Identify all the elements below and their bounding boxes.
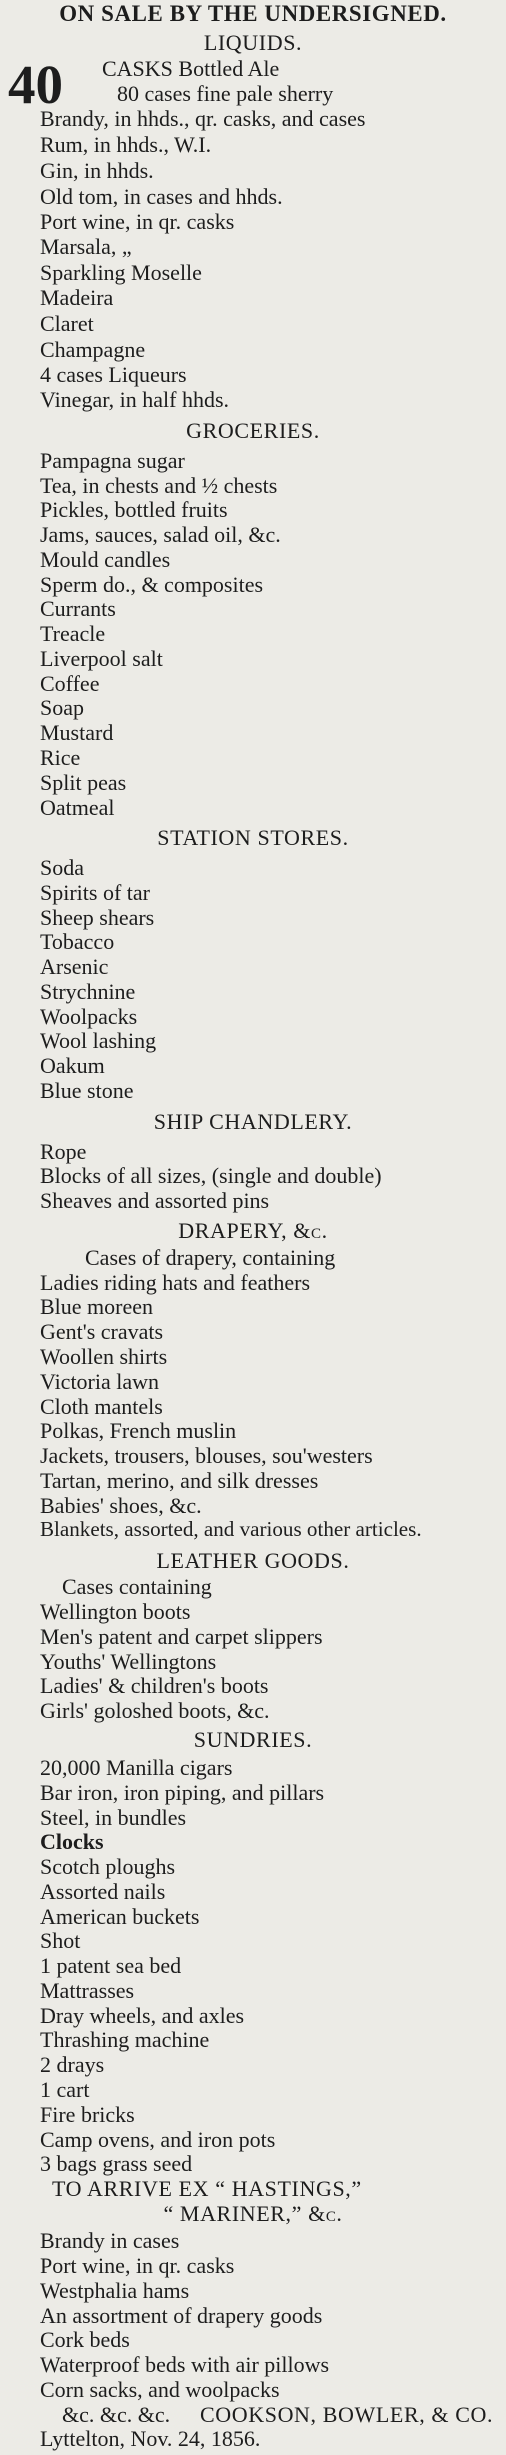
liquids-line: Marsala, „ [40,234,132,259]
liquids-line: Sparkling Moselle [40,259,202,285]
etc-line: &c. &c. &c. [62,2401,171,2427]
ad-header: ON SALE BY THE UNDERSIGNED. [59,1,447,26]
groceries-line: Jams, sauces, salad oil, &c. [40,522,281,548]
liquids-line: Champagne [40,336,146,362]
ship-chandlery-line: Blocks of all sizes, (single and double) [40,1163,382,1189]
sundries-line: 1 patent sea bed [40,1953,182,1979]
section-title-liquids: LIQUIDS. [203,30,303,56]
drapery-line: Polkas, French muslin [40,1418,237,1444]
drapery-intro: Cases of drapery, containing [85,1244,336,1270]
sundries-line: Shot [40,1928,81,1954]
station-stores-line: Oakum [40,1053,105,1079]
arrive-line: Brandy in cases [40,2228,180,2254]
merchant-signature: COOKSON, BOWLER, & CO. [200,2401,494,2427]
groceries-line: Soap [40,695,84,721]
liquids-line: Claret [40,311,94,337]
sundries-line: Scotch ploughs [40,1854,176,1880]
arrive-line: Port wine, in qr. casks [40,2253,235,2279]
sundries-line: Fire bricks [40,2101,135,2127]
groceries-line: Mustard [40,720,114,746]
station-stores-line: Wool lashing [40,1028,157,1054]
drapery-line: Gent's cravats [40,1319,164,1345]
liquids-line: Madeira [40,285,114,311]
groceries-line: Mould candles [40,546,171,572]
arrive-line: Cork beds [40,2327,130,2353]
drapery-line: Victoria lawn [40,1368,160,1394]
arrive-subheading: “ MARINER,” &c. [163,2200,343,2226]
arrive-line: Corn sacks, and woolpacks [40,2376,280,2402]
station-stores-line: Spirits of tar [40,879,150,905]
leather-goods-line: Wellington boots [40,1599,191,1625]
groceries-line: Coffee [40,670,100,696]
leather-goods-line: Men's patent and carpet slippers [40,1623,323,1649]
sundries-line: 3 bags grass seed [40,2151,193,2177]
liquids-line: Port wine, in qr. casks [40,209,235,235]
arrive-heading: TO ARRIVE EX “ HASTINGS,” [52,2176,362,2202]
liquids-line: Vinegar, in half hhds. [40,387,230,413]
sundries-line: Steel, in bundles [40,1804,187,1830]
drapery-line: Blankets, assorted, and various other articles. [40,1517,422,1542]
groceries-line: Pickles, bottled fruits [40,497,228,523]
section-title-drapery: DRAPERY, &c. [178,1218,328,1244]
liquids-line: Old tom, in cases and hhds. [40,183,283,209]
liquids-line: 4 cases Liqueurs [40,362,187,388]
groceries-line: Sperm do., & composites [40,571,264,597]
station-stores-line: Sheep shears [40,904,155,930]
section-title-station-stores: STATION STORES. [157,824,349,850]
groceries-line: Pampagna sugar [40,447,185,473]
station-stores-line: Strychnine [40,978,136,1004]
sundries-line: Bar iron, iron piping, and pillars [40,1779,325,1805]
groceries-line: Currants [40,596,116,622]
sundries-line: Camp ovens, and iron pots [40,2126,276,2152]
big-number-40: 40 [8,53,64,115]
liquids-line: Brandy, in hhds., qr. casks, and cases [40,106,366,132]
section-title-sundries: SUNDRIES. [193,1727,313,1753]
sundries-line: Thrashing machine [40,2027,210,2053]
groceries-line: Liverpool salt [40,645,163,671]
drapery-line: Cloth mantels [40,1393,163,1419]
liquids-line: 80 cases fine pale sherry [117,80,334,106]
drapery-line: Blue moreen [40,1294,154,1320]
sundries-line: Dray wheels, and axles [40,2002,245,2028]
station-stores-line: Woolpacks [40,1003,138,1029]
groceries-line: Split peas [40,769,127,795]
drapery-line: Tartan, merino, and silk dresses [40,1467,319,1493]
groceries-line: Treacle [40,621,106,647]
sundries-line: Mattrasses [40,1977,135,2003]
station-stores-line: Soda [40,855,84,881]
sundries-line: 20,000 Manilla cigars [40,1754,233,1780]
arrive-line: An assortment of drapery goods [40,2302,323,2328]
sundries-line: Assorted nails [40,1878,166,1904]
dateline: Lyttelton, Nov. 24, 1856. [40,2426,261,2452]
drapery-line: Ladies riding hats and feathers [40,1269,311,1295]
section-title-leather-goods: LEATHER GOODS. [156,1547,350,1573]
sundries-line: Clocks [40,1829,104,1855]
arrive-line: Westphalia hams [40,2277,190,2303]
section-title-ship-chandlery: SHIP CHANDLERY. [153,1109,353,1135]
groceries-line: Oatmeal [40,794,115,820]
station-stores-line: Tobacco [40,929,115,955]
sundries-line: American buckets [40,1903,200,1929]
ship-chandlery-line: Rope [40,1138,87,1164]
station-stores-line: Blue stone [40,1077,134,1103]
leather-goods-intro: Cases containing [62,1574,212,1600]
liquids-line: Gin, in hhds. [40,157,154,183]
leather-goods-line: Ladies' & children's boots [40,1673,269,1699]
liquids-line: CASKS Bottled Ale [102,56,280,82]
arrive-line: Waterproof beds with air pillows [40,2352,330,2378]
leather-goods-line: Youths' Wellingtons [40,1648,217,1674]
groceries-line: Tea, in chests and ½ chests [40,472,278,498]
groceries-line: Rice [40,744,81,770]
drapery-line: Woollen shirts [40,1344,168,1369]
sundries-line: 1 cart [40,2076,90,2102]
drapery-line: Jackets, trousers, blouses, sou'westers [40,1443,373,1469]
liquids-line: Rum, in hhds., W.I. [40,132,212,158]
ship-chandlery-line: Sheaves and assorted pins [40,1188,270,1214]
sundries-line: 2 drays [40,2052,105,2078]
section-title-groceries: GROCERIES. [186,418,320,444]
station-stores-line: Arsenic [40,954,109,980]
leather-goods-line: Girls' goloshed boots, &c. [40,1698,270,1724]
drapery-line: Babies' shoes, &c. [40,1492,202,1518]
